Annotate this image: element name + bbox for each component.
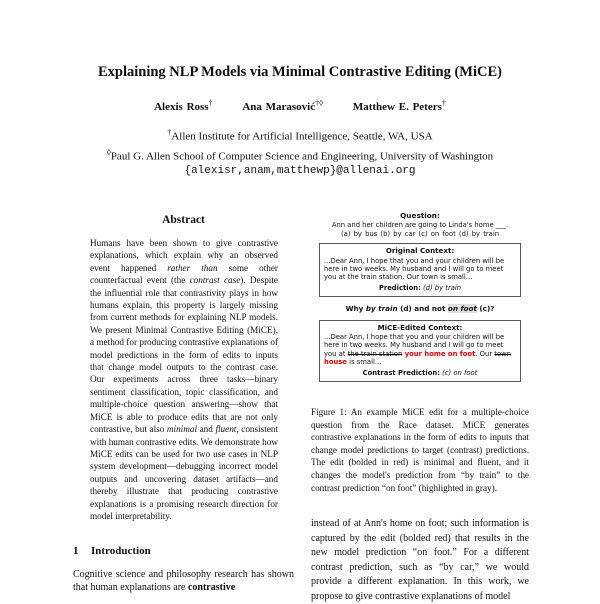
abstract-section <box>73 214 294 522</box>
author-emails: {alexisr,anam,matthewp}@allenai.org <box>184 165 416 178</box>
affiliation-1: †Allen Institute for Artificial Intelligence, Seattle, WA, USA <box>167 128 433 143</box>
question-label: Question: <box>400 211 440 220</box>
author-2: Ana Marasović†◊ <box>242 98 324 113</box>
original-context-title: Original Context: <box>385 246 455 256</box>
body-text-right: instead of at Ann's home on foot; such information is captured by the edit (bolded red) that results in the new model prediction “on foot.” For a different contrast prediction, such as “by car,” we would provide a different explanation. In this work, we propose to give contrastive explanations of model <box>311 518 529 602</box>
abstract-heading: Abstract <box>162 214 205 226</box>
edited-context-box <box>319 320 521 382</box>
question-text: Ann and her children are going to Linda's home ___. <box>331 221 509 230</box>
affiliation-2: ◊Paul G. Allen School of Computer Science and Engineering, University of Washington <box>106 147 494 163</box>
original-context-box <box>319 243 521 297</box>
author-1: Alexis Ross† <box>154 98 213 113</box>
contrast-prediction: Contrast Prediction: (c) on foot <box>362 368 478 377</box>
answer-options: (a) by bus (b) by car (c) on foot (d) by train <box>340 229 500 238</box>
author-3: Matthew E. Peters† <box>352 98 446 113</box>
figure-1 <box>311 212 529 382</box>
edited-context-title: MiCE-Edited Context: <box>377 322 463 332</box>
abstract-body: Humans have been shown to give contrastive explanations, which explain why an observed event happened rather than some other counterfactual event (the contrast case). Despite the influential role that contrastivity plays in how humans explain, this property is largely missing from current methods for explaining NLP models. We present Minimal Contrastive Editing (MiCE), a method for producing contrastive explanations of model predictions in the form of edits to inputs that change model outputs to the contrast case. Our experiments across three tasks—binary sentiment classification, topic classification, and multiple-choice question answering—show that MiCE is able to produce edits that are not only contrastive, but also minimal and fluent, consistent with human contrastive edits. We demonstrate how MiCE edits can be used for two use cases in NLP system development—debugging incorrect model outputs and uncovering dataset artifacts—and thereby illustrate that producing contrastive explanations is a promising research direction for model interpretability. <box>90 238 278 521</box>
edited-context-text: ...Dear Ann, I hope that you and your children will be here in two weeks. My husband and I will go to meet you at the train station your home on foot. Our town house is small... <box>324 333 511 367</box>
affiliations <box>0 125 600 179</box>
original-prediction: Prediction: (d) by train <box>378 283 462 292</box>
figure-caption: Figure 1: An example MiCE edit for a multiple-choice question from the Race dataset. MiCE generates contrastive explanations in the form of edits to inputs that change model predictions to target (contrast) predictions. The edit (bolded in red) is minimal and fluent, and it changes the model's prediction from “by train” to the contrast prediction “on foot” (highlighted in gray). <box>311 407 529 493</box>
introduction-text: Cognitive science and philosophy research has shown that human explanations are contrastive <box>73 569 294 593</box>
original-context-text: ...Dear Ann, I hope that you and your children will be here in two weeks. My husband and I will go to meet you at the train station. Our town is small... <box>324 256 505 282</box>
contrast-question: Why by train (d) and not on foot (c)? <box>345 304 495 314</box>
introduction-heading: 1 Introduction <box>73 545 151 557</box>
author-list <box>0 98 600 113</box>
paper-title: Explaining NLP Models via Minimal Contrastive Editing (MiCE) <box>97 64 502 80</box>
